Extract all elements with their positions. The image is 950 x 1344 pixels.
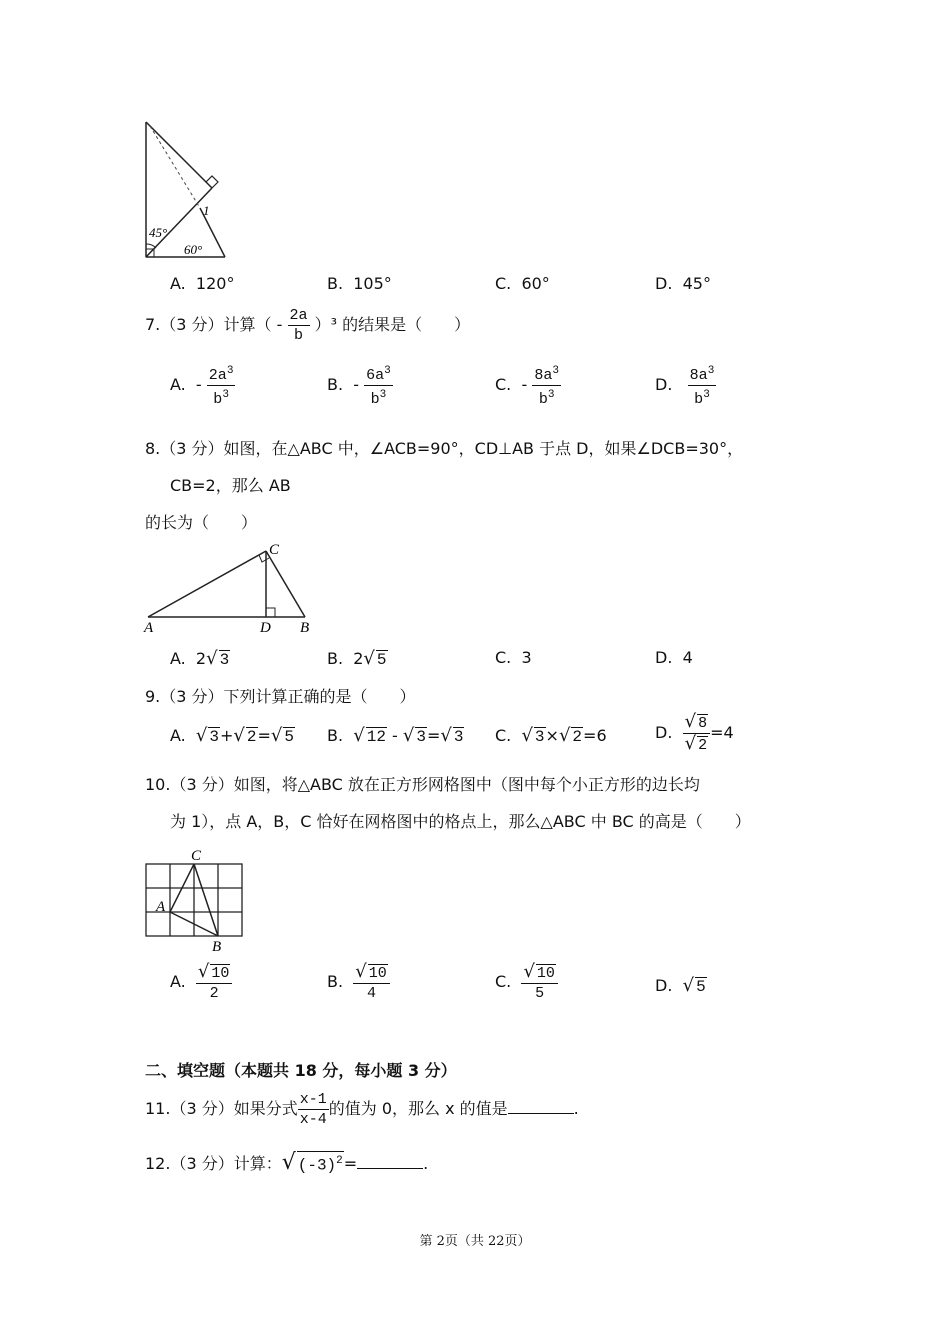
point-d-label: D bbox=[260, 620, 271, 636]
angle-1-label: 1 bbox=[203, 203, 210, 218]
point-c-label: C bbox=[191, 848, 202, 864]
q9-option-d[interactable]: D. $\frac{√ 8}{√ 2}$ =4 bbox=[655, 711, 734, 754]
q12-stem: 12.（3 分）计算：√ $(-3)^2=$ . bbox=[145, 1150, 429, 1175]
q9-option-a[interactable]: A. √ 3+√ 2=√ 5 bbox=[170, 725, 295, 746]
q6-option-a[interactable]: A. 120° bbox=[170, 274, 235, 293]
q9-option-c[interactable]: C. √ 3×√ 2=6 bbox=[495, 725, 607, 746]
q8-stem-line2: CB=2，那么 AB bbox=[170, 476, 291, 495]
q8-stem-line1: 8.（3 分）如图，在△ABC 中，∠ACB=90°，CD⊥AB 于点 D，如果∠DCB=30°， bbox=[145, 439, 744, 458]
q10-option-c[interactable]: C. $\frac{√ 10}{5}$ bbox=[495, 962, 558, 1003]
q7-stem: 7.（3 分）计算（ - $\frac{2a}{b}$ ）³ 的结果是（ ） bbox=[145, 307, 471, 344]
q6-option-c[interactable]: C. 60° bbox=[495, 274, 550, 293]
right-angle-mark bbox=[206, 176, 218, 188]
q7-option-b[interactable]: B. - $\frac{6a^3}{b^3}$ bbox=[327, 362, 393, 409]
q6-figure bbox=[140, 118, 235, 263]
q10-stem-line1: 10.（3 分）如图，将△ABC 放在正方形网格图中（图中每个小正方形的边长均 bbox=[145, 775, 700, 794]
q6-option-d[interactable]: D. 45° bbox=[655, 274, 711, 293]
fig-line bbox=[146, 122, 212, 188]
q8-option-d[interactable]: D. 4 bbox=[655, 648, 693, 667]
fig-line bbox=[150, 126, 200, 208]
q7-fraction: $\frac{2a}{b}$ bbox=[289, 307, 308, 344]
q9-stem: 9.（3 分）下列计算正确的是（ ） bbox=[145, 687, 416, 706]
q7-option-a[interactable]: A. - $\frac{2a^3}{b^3}$ bbox=[170, 362, 235, 409]
angle-45-label: 45° bbox=[149, 225, 168, 240]
fig-line bbox=[148, 551, 266, 617]
angle-60-label: 60° bbox=[184, 242, 203, 257]
page-footer: 第 2页（共 22页） bbox=[419, 1234, 531, 1249]
section-2-title: 二、填空题（本题共 18 分，每小题 3 分） bbox=[145, 1061, 457, 1080]
right-angle-mark bbox=[259, 555, 269, 562]
q10-option-b[interactable]: B. $\frac{√ 10}{4}$ bbox=[327, 962, 390, 1003]
fig-line bbox=[266, 551, 305, 617]
q11-answer-blank[interactable] bbox=[508, 1113, 574, 1114]
point-a-label: A bbox=[144, 620, 154, 636]
right-angle-mark bbox=[266, 608, 275, 617]
q7-option-c[interactable]: C. - $\frac{8a^3}{b^3}$ bbox=[495, 362, 561, 409]
q11-fraction: $\frac{x-1}{x-4}$ bbox=[299, 1091, 327, 1128]
q8-stem-line3: 的长为（ ） bbox=[145, 513, 258, 532]
q12-answer-blank[interactable] bbox=[357, 1168, 423, 1169]
q10-figure bbox=[140, 845, 250, 957]
point-a-label: A bbox=[156, 899, 166, 915]
q8-figure bbox=[140, 538, 325, 636]
q10-option-d[interactable]: D. √ 5 bbox=[655, 975, 706, 996]
point-b-label: B bbox=[300, 620, 310, 636]
q10-stem-line2: 为 1），点 A，B，C 恰好在网格图中的格点上，那么△ABC 中 BC 的高是（ ） bbox=[170, 812, 751, 831]
q11-stem: 11.（3 分）如果分式 $\frac{x-1}{x-4}$ 的值为 0，那么 x 的值是 . bbox=[145, 1091, 579, 1128]
point-c-label: C bbox=[269, 542, 280, 558]
q6-option-b[interactable]: B. 105° bbox=[327, 274, 392, 293]
q8-option-c[interactable]: C. 3 bbox=[495, 648, 532, 667]
q10-option-a[interactable]: A. $\frac{√ 10}{2}$ bbox=[170, 962, 232, 1003]
q9-option-b[interactable]: B. √ 12 - √ 3=√ 3 bbox=[327, 725, 464, 746]
q8-option-a[interactable]: A. 2√ 3 bbox=[170, 648, 230, 669]
point-b-label: B bbox=[212, 939, 222, 955]
q7-option-d[interactable]: D. $\frac{8a^3}{b^3}$ bbox=[655, 362, 716, 409]
q8-option-b[interactable]: B. 2√ 5 bbox=[327, 648, 387, 669]
